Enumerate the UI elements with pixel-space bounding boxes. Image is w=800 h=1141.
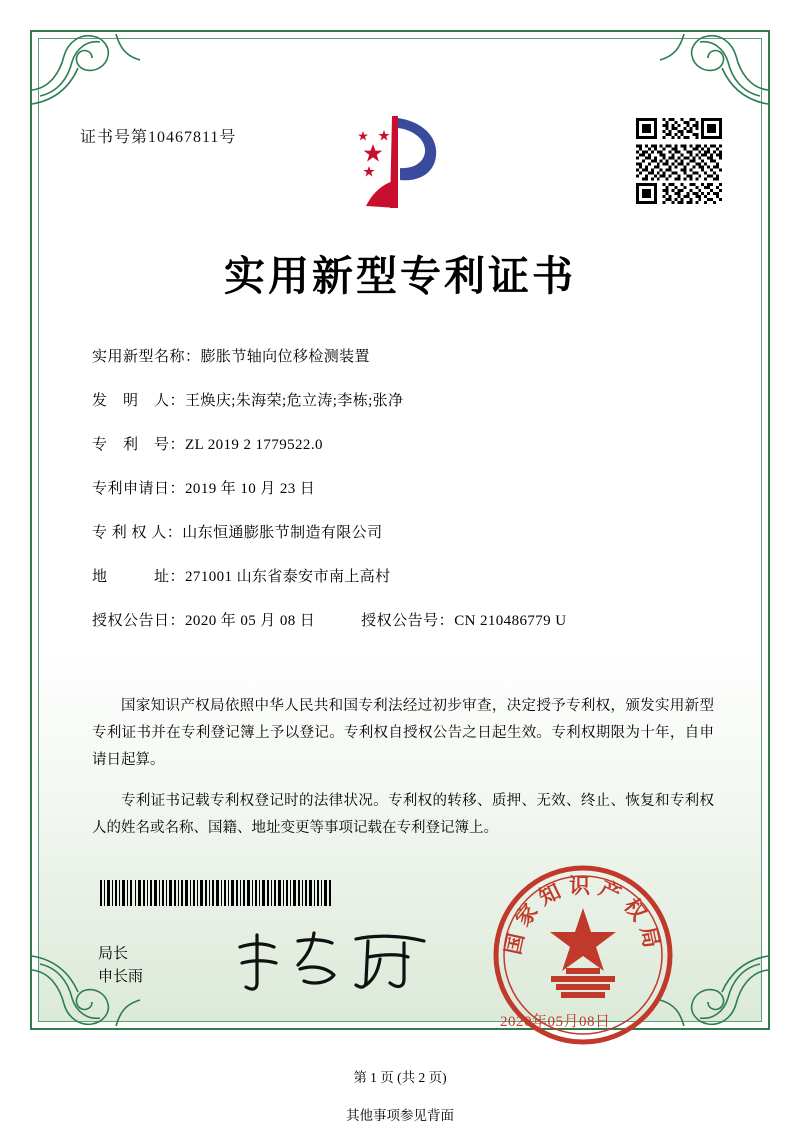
field-value: 膨胀节轴向位移检测装置	[200, 349, 370, 365]
back-side-note: 其他事项参见背面	[346, 1108, 454, 1123]
seal-date: 2020年05月08日	[500, 1014, 611, 1030]
grant-date-label: 授权公告日：	[92, 613, 186, 629]
field-row-patent-number	[92, 433, 712, 454]
certificate-number: 证书号第10467811号	[80, 129, 237, 146]
barcode-icon	[100, 880, 332, 906]
field-row-application-date	[92, 477, 712, 498]
field-label: 专 利 号：	[92, 437, 186, 453]
field-label: 实用新型名称：	[92, 349, 201, 365]
field-label: 专利申请日：	[92, 481, 186, 497]
qr-code-icon	[636, 118, 722, 204]
page-indicator: 第 1 页 (共 2 页)	[353, 1070, 447, 1085]
certificate-fields	[92, 345, 712, 653]
cnipa-logo-icon	[346, 108, 454, 216]
field-row-utility-model-name	[92, 345, 712, 366]
grant-date-value: 2020 年 05 月 08 日	[185, 613, 316, 629]
director-title: 局长	[98, 946, 129, 962]
field-value: 271001 山东省泰安市南上高村	[185, 569, 391, 585]
field-row-inventors	[92, 389, 712, 410]
grant-number-value: CN 210486779 U	[454, 613, 567, 629]
field-label: 专 利 权 人：	[92, 525, 183, 541]
legal-text	[92, 678, 714, 844]
field-row-grant-announcement	[92, 609, 712, 630]
grant-number-label: 授权公告号：	[361, 613, 455, 629]
field-label: 地 址：	[92, 569, 186, 585]
field-value: 王焕庆;朱海荣;危立涛;李栋;张净	[185, 393, 404, 409]
field-label: 发 明 人：	[92, 393, 186, 409]
field-row-patentee	[92, 521, 712, 542]
field-row-address	[92, 565, 712, 586]
page-title: 实用新型专利证书	[224, 252, 576, 300]
field-value: 山东恒通膨胀节制造有限公司	[182, 525, 383, 541]
handwritten-signature	[228, 925, 438, 995]
paragraph-2: 专利证书记载专利权登记时的法律状况。专利权的转移、质押、无效、终止、恢复和专利权人的姓名或名称、国籍、地址变更等事项记载在专利登记簿上。	[92, 793, 714, 836]
signature-block	[98, 943, 143, 989]
paragraph-1: 国家知识产权局依照中华人民共和国专利法经过初步审查，决定授予专利权，颁发实用新型专利证书并在专利登记簿上予以登记。专利权自授权公告之日起生效。专利权期限为十年，自申请日起算。	[92, 697, 714, 768]
svg-text:国家知识产权局: 国家知识产权局	[499, 873, 667, 957]
field-value: ZL 2019 2 1779522.0	[185, 437, 323, 453]
field-value: 2019 年 10 月 23 日	[185, 481, 316, 497]
director-name: 申长雨	[98, 969, 144, 985]
